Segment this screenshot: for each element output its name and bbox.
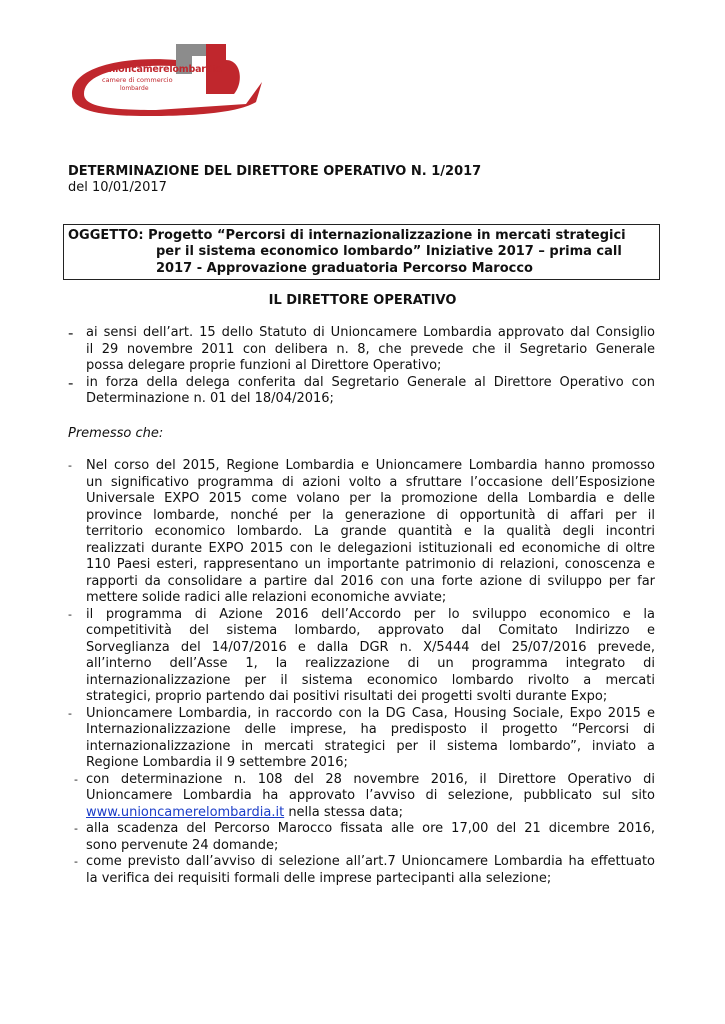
bullet-dash: -: [74, 822, 78, 835]
visto-1-line-1: ai sensi dell’art. 15 dello Statuto di Unioncamere Lombardia approvato dal Consiglio: [86, 325, 655, 340]
bullet-dash: -: [68, 706, 72, 720]
determinazione-date: del 10/01/2017: [68, 180, 167, 195]
premessa-2-line-1: il programma di Azione 2016 dell’Accordo per lo sviluppo economico e la: [86, 606, 655, 622]
premessa-1-line-1: Nel corso del 2015, Regione Lombardia e Unioncamere Lombardia hanno promosso: [86, 458, 655, 473]
premessa-1-line-2: un significativo programma di azioni volto a sfruttare l’occasione dell’Esposizione: [86, 474, 655, 490]
premessa-6-line-2: la verifica dei requisiti formali delle imprese partecipanti alla selezione;: [86, 870, 552, 886]
premessa-5-line-1: alla scadenza del Percorso Marocco fissata alle ore 17,00 del 21 dicembre 2016,: [86, 821, 655, 836]
oggetto-line-2: per il sistema economico lombardo” Iniziative 2017 – prima call: [156, 244, 622, 259]
unioncamere-website-link[interactable]: www.unioncamerelombardia.it: [86, 804, 285, 820]
determinazione-title: DETERMINAZIONE DEL DIRETTORE OPERATIVO N. 1/2017: [68, 164, 482, 179]
premessa-3-line-2: Internazionalizzazione delle imprese, ha predisposto il progetto “Percorsi di: [86, 722, 655, 737]
premessa-2-line-2: competitività del sistema lombardo, approvato dal Comitato Indirizzo e: [86, 623, 655, 638]
section-heading: IL DIRETTORE OPERATIVO: [268, 293, 457, 308]
visto-1-line-3: possa delegare proprie funzioni al Direttore Operativo;: [86, 358, 442, 373]
premessa-3-line-1: Unioncamere Lombardia, in raccordo con la DG Casa, Housing Sociale, Expo 2015 e: [86, 705, 655, 721]
premessa-1-line-5: territorio economico lombardo. La grande quantità e la qualità degli incontri: [86, 524, 655, 539]
bullet-dash: -: [68, 324, 74, 342]
bullet-dash: -: [74, 855, 78, 868]
premessa-5-line-2: sono pervenute 24 domande;: [86, 837, 279, 853]
premessa-1-line-3: Universale EXPO 2015 come volano per la promozione della Lombardia e delle: [86, 491, 655, 506]
logo-wordmark: unioncamerelombardia: [102, 64, 222, 75]
premessa-1-line-4: province lombarde, nonché per la generazione di opportunità di affari per il: [86, 507, 655, 523]
premessa-3-line-4: Regione Lombardia il 9 settembre 2016;: [86, 755, 348, 770]
unioncamere-logo: [66, 42, 266, 116]
logo-subtitle-2: lombarde: [120, 85, 149, 92]
premessa-4-line-2: Unioncamere Lombardia ha approvato l’avviso di selezione, pubblicato sul sito: [86, 788, 655, 803]
visto-2-line-1: in forza della delega conferita dal Segretario Generale al Direttore Operativo con: [86, 374, 655, 390]
premessa-1-line-8: rapporti da consolidare a partire dal 2016 con una forte azione di sviluppo per far: [86, 573, 655, 589]
premessa-2-line-3: Sorveglianza del 14/07/2016 e dalla DGR n. X/5444 del 25/07/2016 prevede,: [86, 639, 655, 655]
premessa-2-line-4: all’interno dell’Asse 1, la realizzazione di un programma integrato di: [86, 656, 655, 671]
logo-subtitle: camere di commercio: [102, 76, 173, 84]
link-trailing-text: nella stessa data;: [284, 804, 404, 820]
premessa-2-line-5: internazionalizzazione per il sistema economico lombardo rivolto a mercati: [86, 672, 655, 688]
premessa-6-line-1: come previsto dall’avviso di selezione all’art.7 Unioncamere Lombardia ha effettuato: [86, 854, 655, 869]
bullet-dash: -: [68, 373, 74, 392]
premessa-1-line-6: realizzati durante EXPO 2015 con le delegazioni istituzionali ed economiche di oltre: [86, 540, 655, 556]
premessa-1-line-9: mettere solide radici alle relazioni economiche avviate;: [86, 590, 447, 605]
bullet-dash: -: [68, 607, 72, 621]
premessa-4-line-3: [86, 805, 403, 822]
premessa-4-line-1: con determinazione n. 108 del 28 novembre 2016, il Direttore Operativo di: [86, 771, 655, 787]
visto-1-line-2: il 29 novembre 2011 con delibera n. 8, che prevede che il Segretario Generale: [86, 341, 655, 357]
premessa-3-line-3: internazionalizzazione in mercati strategici per il sistema lombardo”, inviato a: [86, 738, 655, 754]
oggetto-line-3: 2017 - Approvazione graduatoria Percorso Marocco: [156, 261, 533, 276]
bullet-dash: -: [74, 772, 78, 786]
bullet-dash: -: [68, 459, 72, 472]
premessa-1-line-7: 110 Paesi esteri, rappresentano un importante patrimonio di relazioni, conoscenza e: [86, 557, 655, 572]
premesso-label: Premesso che:: [68, 426, 164, 441]
oggetto-line-1: OGGETTO: Progetto “Percorsi di internazionalizzazione in mercati strategici: [68, 228, 626, 243]
premessa-2-line-6: strategici, proprio partendo dai positivi risultati dei progetti svolti durante Expo;: [86, 689, 608, 704]
visto-2-line-2: Determinazione n. 01 del 18/04/2016;: [86, 391, 334, 406]
